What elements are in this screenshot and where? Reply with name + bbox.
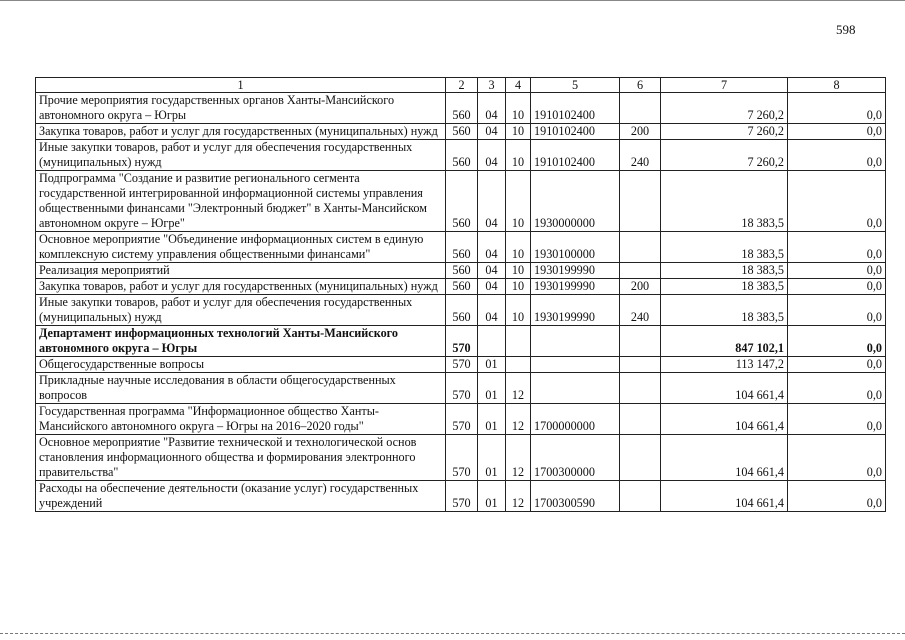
header-cell: 1 [36, 78, 446, 93]
row-amount-2-cell: 0,0 [788, 357, 886, 373]
row-admin-code-cell: 560 [446, 263, 478, 279]
row-amount-2-cell: 0,0 [788, 481, 886, 512]
row-name-cell: Расходы на обеспечение деятельности (оказание услуг) государственных учреждений [36, 481, 446, 512]
table-row [36, 124, 886, 140]
row-expense-type-cell [620, 357, 661, 373]
row-target-code-cell [531, 373, 620, 404]
row-name-cell: Закупка товаров, работ и услуг для государственных (муниципальных) нужд [36, 124, 446, 140]
table-row [36, 435, 886, 481]
row-section-code-cell: 04 [478, 232, 506, 263]
row-amount-2-cell: 0,0 [788, 295, 886, 326]
row-section-code-cell: 04 [478, 171, 506, 232]
header-cell: 5 [531, 78, 620, 93]
table-row [36, 357, 886, 373]
row-amount-2-cell: 0,0 [788, 404, 886, 435]
row-admin-code-cell: 560 [446, 140, 478, 171]
row-name-cell: Реализация мероприятий [36, 263, 446, 279]
row-amount-cell: 18 383,5 [661, 171, 788, 232]
table-row [36, 279, 886, 295]
row-amount-2-cell: 0,0 [788, 279, 886, 295]
row-section-code-cell: 04 [478, 93, 506, 124]
row-target-code-cell [531, 326, 620, 357]
row-subsection-code-cell: 10 [506, 93, 531, 124]
row-admin-code-cell: 570 [446, 404, 478, 435]
row-amount-cell: 7 260,2 [661, 140, 788, 171]
row-amount-cell: 113 147,2 [661, 357, 788, 373]
row-target-code-cell: 1930000000 [531, 171, 620, 232]
row-subsection-code-cell: 12 [506, 404, 531, 435]
row-amount-2-cell: 0,0 [788, 326, 886, 357]
table-row [36, 373, 886, 404]
row-amount-2-cell: 0,0 [788, 124, 886, 140]
row-name-cell: Иные закупки товаров, работ и услуг для обеспечения государственных (муниципальных) нужд [36, 295, 446, 326]
row-target-code-cell [531, 357, 620, 373]
row-section-code-cell: 01 [478, 357, 506, 373]
row-subsection-code-cell: 10 [506, 232, 531, 263]
header-row [36, 78, 886, 93]
row-subsection-code-cell: 10 [506, 279, 531, 295]
header-cell: 7 [661, 78, 788, 93]
row-expense-type-cell [620, 373, 661, 404]
row-amount-cell: 104 661,4 [661, 373, 788, 404]
row-name-cell: Прикладные научные исследования в области общегосударственных вопросов [36, 373, 446, 404]
row-amount-cell: 104 661,4 [661, 481, 788, 512]
scan-edge-top [0, 0, 905, 4]
row-amount-2-cell: 0,0 [788, 435, 886, 481]
row-expense-type-cell [620, 435, 661, 481]
row-section-code-cell [478, 326, 506, 357]
row-section-code-cell: 01 [478, 481, 506, 512]
row-amount-2-cell: 0,0 [788, 232, 886, 263]
row-subsection-code-cell [506, 357, 531, 373]
header-cell: 4 [506, 78, 531, 93]
row-amount-cell: 104 661,4 [661, 435, 788, 481]
scan-edge-bottom [0, 633, 905, 636]
table-row [36, 404, 886, 435]
row-name-cell: Прочие мероприятия государственных органов Ханты-Мансийского автономного округа – Югры [36, 93, 446, 124]
row-subsection-code-cell: 10 [506, 124, 531, 140]
row-section-code-cell: 01 [478, 404, 506, 435]
row-expense-type-cell: 200 [620, 124, 661, 140]
row-admin-code-cell: 560 [446, 279, 478, 295]
row-subsection-code-cell: 10 [506, 140, 531, 171]
header-cell: 8 [788, 78, 886, 93]
row-admin-code-cell: 560 [446, 171, 478, 232]
row-expense-type-cell: 240 [620, 295, 661, 326]
row-admin-code-cell: 560 [446, 124, 478, 140]
row-name-cell: Общегосударственные вопросы [36, 357, 446, 373]
table-row [36, 93, 886, 124]
row-admin-code-cell: 560 [446, 295, 478, 326]
row-name-cell: Основное мероприятие "Развитие технической и технологической основ становления информационного общества и формирования электронного правительства" [36, 435, 446, 481]
row-target-code-cell: 1930199990 [531, 295, 620, 326]
table-row [36, 481, 886, 512]
row-amount-cell: 18 383,5 [661, 232, 788, 263]
table-row [36, 326, 886, 357]
row-amount-2-cell: 0,0 [788, 373, 886, 404]
row-section-code-cell: 01 [478, 373, 506, 404]
row-amount-2-cell: 0,0 [788, 171, 886, 232]
row-amount-cell: 7 260,2 [661, 93, 788, 124]
row-admin-code-cell: 570 [446, 435, 478, 481]
row-expense-type-cell [620, 171, 661, 232]
row-name-cell: Государственная программа "Информационное общество Ханты-Мансийского автономного округа – Югры на 2016–2020 годы" [36, 404, 446, 435]
row-amount-cell: 18 383,5 [661, 279, 788, 295]
row-expense-type-cell [620, 93, 661, 124]
table-row [36, 263, 886, 279]
row-expense-type-cell: 200 [620, 279, 661, 295]
row-expense-type-cell [620, 326, 661, 357]
row-subsection-code-cell: 10 [506, 171, 531, 232]
header-cell: 2 [446, 78, 478, 93]
row-section-code-cell: 01 [478, 435, 506, 481]
row-amount-2-cell: 0,0 [788, 140, 886, 171]
row-amount-cell: 18 383,5 [661, 263, 788, 279]
table-row [36, 171, 886, 232]
row-target-code-cell: 1910102400 [531, 93, 620, 124]
row-target-code-cell: 1700300590 [531, 481, 620, 512]
row-section-code-cell: 04 [478, 124, 506, 140]
row-name-cell: Департамент информационных технологий Ханты-Мансийского автономного округа – Югры [36, 326, 446, 357]
row-target-code-cell: 1910102400 [531, 140, 620, 171]
row-target-code-cell: 1930199990 [531, 263, 620, 279]
row-amount-cell: 7 260,2 [661, 124, 788, 140]
table-row [36, 140, 886, 171]
row-admin-code-cell: 560 [446, 232, 478, 263]
table-row [36, 295, 886, 326]
row-target-code-cell: 1930100000 [531, 232, 620, 263]
row-admin-code-cell: 570 [446, 373, 478, 404]
row-section-code-cell: 04 [478, 279, 506, 295]
row-name-cell: Подпрограмма "Создание и развитие регионального сегмента государственной интегрированной информационной системы управления общественными финансами "Электронный бюджет" в Ханты-Мансийском автономном округе – Югре" [36, 171, 446, 232]
row-subsection-code-cell: 10 [506, 295, 531, 326]
row-expense-type-cell [620, 481, 661, 512]
row-admin-code-cell: 570 [446, 326, 478, 357]
row-target-code-cell: 1910102400 [531, 124, 620, 140]
row-target-code-cell: 1700300000 [531, 435, 620, 481]
row-section-code-cell: 04 [478, 295, 506, 326]
row-expense-type-cell [620, 263, 661, 279]
row-section-code-cell: 04 [478, 140, 506, 171]
row-subsection-code-cell: 10 [506, 263, 531, 279]
row-name-cell: Иные закупки товаров, работ и услуг для обеспечения государственных (муниципальных) нужд [36, 140, 446, 171]
row-target-code-cell: 1930199990 [531, 279, 620, 295]
row-subsection-code-cell: 12 [506, 373, 531, 404]
row-admin-code-cell: 560 [446, 93, 478, 124]
row-amount-cell: 847 102,1 [661, 326, 788, 357]
row-subsection-code-cell: 12 [506, 435, 531, 481]
row-amount-cell: 18 383,5 [661, 295, 788, 326]
budget-table [35, 77, 886, 512]
row-name-cell: Закупка товаров, работ и услуг для государственных (муниципальных) нужд [36, 279, 446, 295]
row-admin-code-cell: 570 [446, 357, 478, 373]
row-expense-type-cell [620, 404, 661, 435]
row-amount-2-cell: 0,0 [788, 93, 886, 124]
page-number: 598 [836, 22, 856, 37]
row-name-cell: Основное мероприятие "Объединение информационных систем в единую комплексную систему управления общественными финансами" [36, 232, 446, 263]
row-target-code-cell: 1700000000 [531, 404, 620, 435]
row-admin-code-cell: 570 [446, 481, 478, 512]
row-amount-2-cell: 0,0 [788, 263, 886, 279]
row-amount-cell: 104 661,4 [661, 404, 788, 435]
header-cell: 3 [478, 78, 506, 93]
row-subsection-code-cell: 12 [506, 481, 531, 512]
row-section-code-cell: 04 [478, 263, 506, 279]
row-expense-type-cell: 240 [620, 140, 661, 171]
row-expense-type-cell [620, 232, 661, 263]
row-subsection-code-cell [506, 326, 531, 357]
table-row [36, 232, 886, 263]
header-cell: 6 [620, 78, 661, 93]
